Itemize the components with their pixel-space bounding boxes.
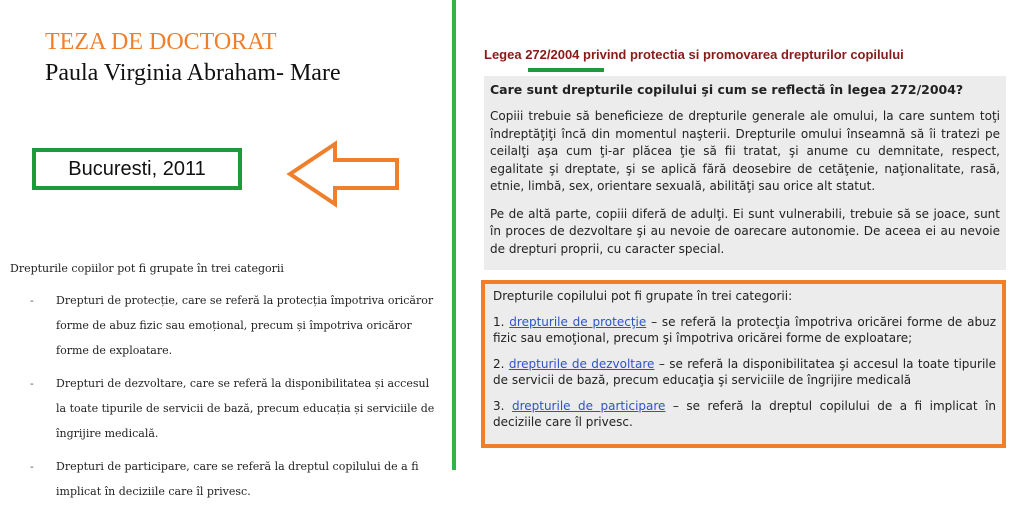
list-item <box>30 454 440 504</box>
list-marker: - <box>30 294 34 307</box>
law-title-prefix: Legea <box>484 47 526 62</box>
category-text: – se referă la dreptul copilului de a fi implicat în deciziile care îl privesc. <box>493 399 997 429</box>
thesis-author: Paula Virginia Abraham- Mare <box>45 60 341 86</box>
category-text: – se referă la disponibilitatea şi accesul la toate tipurile de servicii de bază, precum educaţia şi serviciile de îngrijire medicală <box>493 357 997 387</box>
categories-box <box>481 280 1006 448</box>
category-link-development[interactable]: drepturile de dezvoltare <box>508 357 655 371</box>
category-text: – se referă la protecţia împotriva oricărei forme de abuz fizic sau emoţional, precum şi împotriva oricărei forme de exploatare; <box>493 315 997 345</box>
qa-section <box>484 76 1006 270</box>
list-item-text: Drepturi de protecție, care se referă la protecția împotriva oricăror forme de abuz fizic sau emoțional, precum și împotriva oricăror forme de exploatare. <box>56 294 434 357</box>
category-item <box>493 398 996 430</box>
category-item <box>493 356 996 388</box>
paragraph: Copiii trebuie să beneficieze de drepturile generale ale omului, la care suntem toţi îndreptăţiţi încă din momentul naşterii. Drepturile omului înseamnă să îi tratezi pe ceilalţi aşa cum ţi-ar plăcea ţie să fii tratat, şi anume cu demnitate, respect, egalitate şi dreptate, şi se aplică fără deosebire de cetăţenie, naţionalitate, rasă, etnie, limbă, sex, orientare sexuală, abilităţi sau orice alt statut. <box>490 109 1000 193</box>
question-heading: Care sunt drepturile copilului şi cum se reflectă în legea 272/2004? <box>490 82 964 97</box>
left-arrow-icon <box>285 140 405 208</box>
category-number: 1. <box>493 315 510 329</box>
category-item <box>493 314 996 346</box>
paragraph: Pe de altă parte, copiii diferă de adulţi. Ei sunt vulnerabili, trebuie să se joace, sunt în proces de dezvoltare şi au nevoie de oarecare autonomie. De aceea ei au nevoie de drepturi proprii, cu caracter special. <box>490 206 1000 256</box>
categories-intro: Drepturile copilului pot fi grupate în trei categorii: <box>493 289 793 303</box>
category-number: 2. <box>493 357 509 371</box>
list-item <box>30 371 440 446</box>
law-title <box>484 47 904 62</box>
thesis-title: TEZA DE DOCTORAT <box>45 29 277 55</box>
place-year-text: Bucuresti, 2011 <box>68 157 206 180</box>
place-year-box <box>32 148 242 190</box>
list-marker: - <box>30 460 34 473</box>
category-link-participation[interactable]: drepturile de participare <box>511 399 666 413</box>
list-item-text: Drepturi de participare, care se referă la dreptul copilului de a fi implicat în deciziile care îl privesc. <box>56 460 419 498</box>
category-link-protection[interactable]: drepturile de protecţie <box>509 315 647 329</box>
left-panel <box>0 0 452 498</box>
rights-intro: Drepturile copiilor pot fi grupate în trei categorii <box>10 262 284 275</box>
law-number-underline <box>528 68 604 72</box>
list-item <box>30 288 440 363</box>
law-number: 272/2004 <box>525 47 580 62</box>
category-number: 3. <box>493 399 512 413</box>
list-item-text: Drepturi de dezvoltare, care se referă la disponibilitatea și accesul la toate tipurile de servicii de bază, precum educația și serviciile de îngrijire medicală. <box>56 377 435 440</box>
vertical-divider <box>452 0 456 470</box>
rights-list <box>30 288 440 512</box>
law-title-suffix: privind protectia si promovarea drepturilor copilului <box>579 47 904 62</box>
list-marker: - <box>30 377 34 390</box>
